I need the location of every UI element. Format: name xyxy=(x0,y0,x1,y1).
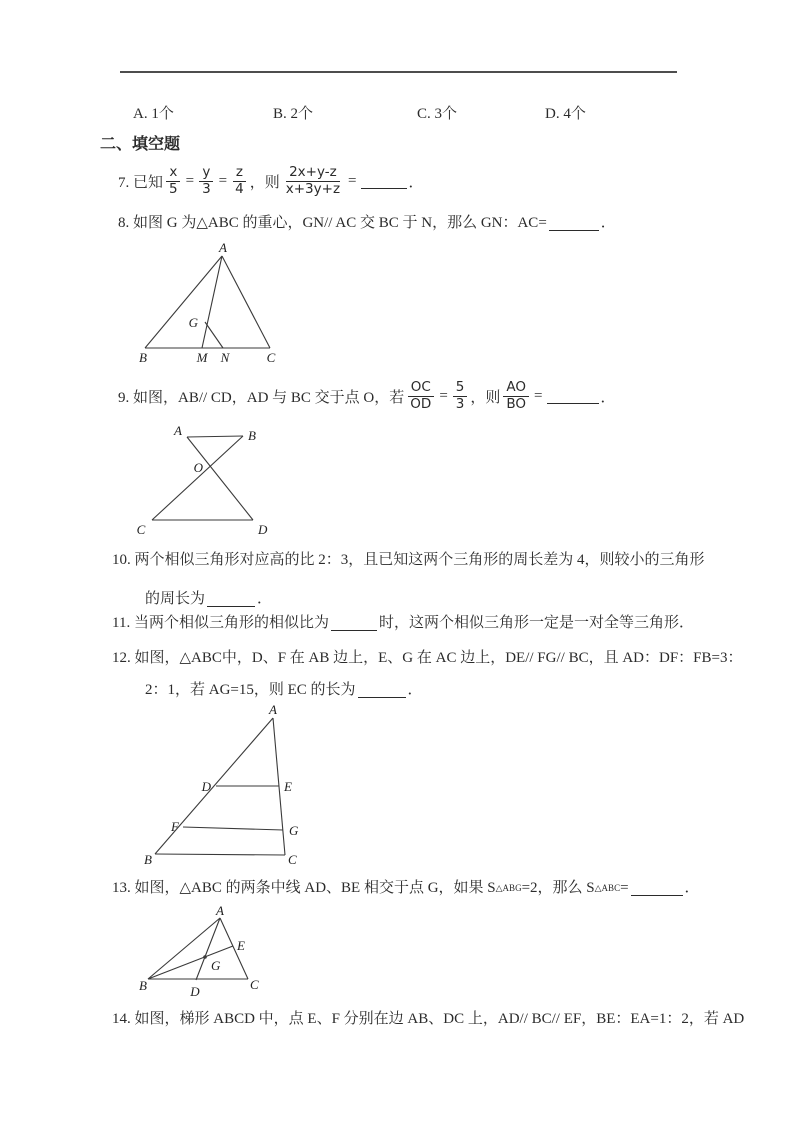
q9-frac3-num: AO xyxy=(503,380,529,397)
choice-b: B. 2个 xyxy=(273,106,314,122)
q7-answer-blank xyxy=(361,174,407,189)
q9-equals-2: = xyxy=(534,387,543,404)
q8-answer-blank xyxy=(549,216,599,231)
q12-tail: ． xyxy=(407,682,423,698)
svg-text:B: B xyxy=(139,350,147,365)
question-8 xyxy=(118,212,616,234)
svg-text:B: B xyxy=(139,978,147,993)
q9-mid: ，则 xyxy=(470,389,501,406)
question-13 xyxy=(112,877,700,899)
question-10-line1: 10. 两个相似三角形对应高的比 2：3，且已知这两个三角形的周长差为 4，则较小的三角形 xyxy=(112,552,705,568)
svg-text:E: E xyxy=(237,938,245,953)
q8-text: 8. 如图 G 为△ABC 的重心，GN// AC 交 BC 于 N，那么 GN：AC= xyxy=(118,215,547,231)
question-11 xyxy=(112,612,694,634)
q13-subscript-2: △ABC xyxy=(594,883,621,893)
q7-equals-3: = xyxy=(348,172,357,189)
q12-line2-text: 2：1，若 AG=15，则 EC 的长为 xyxy=(145,682,356,698)
svg-text:D: D xyxy=(190,984,200,999)
q7-frac4-den: x+3y+z xyxy=(285,180,341,197)
q9-lead: 9. 如图，AB// CD，AD 与 BC 交于点 O，若 xyxy=(118,389,405,406)
question-9 xyxy=(118,373,616,419)
svg-text:A: A xyxy=(269,703,277,717)
question-12-line2 xyxy=(145,679,423,701)
svg-text:M: M xyxy=(196,350,208,365)
svg-text:D: D xyxy=(201,779,211,794)
q7-fraction-3 xyxy=(232,165,247,197)
svg-text:A: A xyxy=(216,903,224,918)
svg-text:A: A xyxy=(174,423,182,438)
q7-equals-2: = xyxy=(218,172,228,189)
q10-tail: ． xyxy=(257,591,273,607)
question-14: 14. 如图，梯形 ABCD 中，点 E、F 分别在边 AB、DC 上，AD// BC// EF，BE：EA=1：2，若 AD xyxy=(112,1011,745,1027)
q7-frac1-num: x xyxy=(166,165,180,182)
q11-rest: 时，这两个相似三角形一定是一对全等三角形． xyxy=(378,615,694,631)
svg-text:G: G xyxy=(211,958,221,973)
svg-text:B: B xyxy=(144,852,152,867)
q9-frac3-den: BO xyxy=(506,395,527,412)
header-rule xyxy=(120,71,677,73)
q8-tail: ． xyxy=(600,215,616,231)
q10-line2-text: 的周长为 xyxy=(145,591,206,607)
q12-answer-blank xyxy=(358,683,406,698)
svg-text:G: G xyxy=(289,823,299,838)
q7-fraction-2 xyxy=(199,165,214,197)
q9-frac2-den: 3 xyxy=(455,395,465,412)
figure-q12-parallel-lines-triangle xyxy=(138,703,306,874)
q7-fraction-1 xyxy=(166,165,181,197)
question-7 xyxy=(118,158,424,204)
q9-frac2-num: 5 xyxy=(453,380,468,397)
svg-text:C: C xyxy=(250,977,259,992)
q9-fraction-2 xyxy=(453,380,468,412)
svg-text:B: B xyxy=(248,428,256,443)
svg-text:G: G xyxy=(188,315,198,330)
svg-text:F: F xyxy=(171,819,179,834)
question-12-line1: 12. 如图，△ABC中，D、F 在 AB 边上，E、G 在 AC 边上，DE// FG// BC，且 AD：DF：FB=3： xyxy=(112,650,743,666)
choice-d: D. 4个 xyxy=(545,106,586,122)
q13-mid: =2，那么 S xyxy=(521,880,595,896)
q13-tail: ． xyxy=(684,880,700,896)
q13-answer-blank xyxy=(631,881,683,896)
q13-equals: = xyxy=(620,880,629,896)
q9-frac1-den: OD xyxy=(410,395,432,412)
svg-text:C: C xyxy=(136,522,146,537)
svg-text:N: N xyxy=(220,350,230,365)
q13-subscript-1: △ABG xyxy=(495,883,522,893)
svg-text:D: D xyxy=(258,522,268,537)
q7-frac3-num: z xyxy=(233,165,246,182)
q7-tail: ． xyxy=(408,174,424,191)
svg-text:E: E xyxy=(284,779,292,794)
q9-equals-1: = xyxy=(439,387,448,404)
q9-fraction-3 xyxy=(503,380,529,412)
q11-answer-blank xyxy=(331,616,377,631)
q10-answer-blank xyxy=(207,592,255,607)
q7-frac2-den: 3 xyxy=(202,180,211,197)
q7-lead: 7. 已知 xyxy=(118,174,164,191)
q9-frac1-num: OC xyxy=(408,380,434,397)
q9-tail: ． xyxy=(600,389,616,406)
figure-q13-medians-triangle xyxy=(133,903,265,1006)
q7-mid: ，则 xyxy=(249,174,280,191)
svg-text:A: A xyxy=(219,240,227,255)
choice-c: C. 3个 xyxy=(417,106,458,122)
q7-frac4-num: 2x+y-z xyxy=(286,165,340,182)
figure-q9-crossing-lines xyxy=(128,420,278,545)
question-10-line2 xyxy=(145,588,272,610)
choice-a: A. 1个 xyxy=(133,106,174,122)
q7-fraction-4 xyxy=(283,165,343,197)
q7-frac3-den: 4 xyxy=(235,180,244,197)
q7-frac2-num: y xyxy=(199,165,213,182)
q9-fraction-1 xyxy=(407,380,434,412)
q11-lead: 11. 当两个相似三角形的相似比为 xyxy=(112,615,329,631)
q9-answer-blank xyxy=(547,389,599,404)
q7-frac1-den: 5 xyxy=(169,180,178,197)
figure-q8-centroid-triangle xyxy=(135,240,295,377)
svg-text:O: O xyxy=(193,460,203,475)
q7-equals-1: = xyxy=(185,172,195,189)
svg-text:C: C xyxy=(288,852,297,867)
svg-text:C: C xyxy=(266,350,276,365)
q13-lead: 13. 如图，△ABC 的两条中线 AD、BE 相交于点 G，如果 S xyxy=(112,880,496,896)
section-title: 二、填空题 xyxy=(100,136,181,153)
